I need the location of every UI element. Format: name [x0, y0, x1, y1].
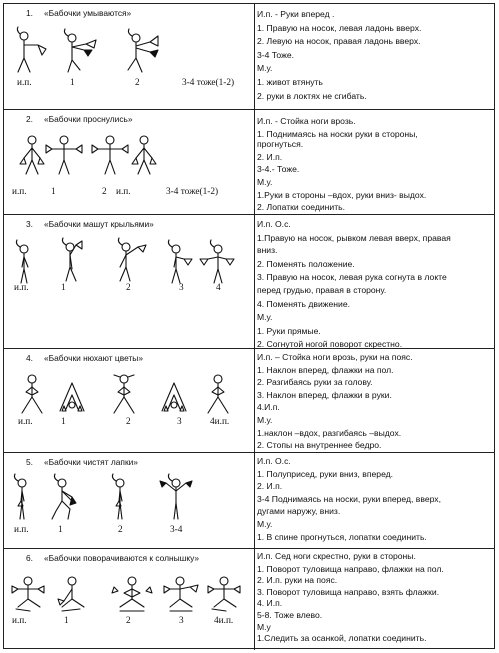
exercise-title: 1. «Бабочки умываются»	[26, 8, 132, 18]
position-label: 4	[216, 283, 221, 293]
instruction-line: М.у.	[257, 518, 273, 529]
column-divider	[254, 4, 255, 109]
instruction-line: перед грудью, правая в сторону.	[257, 284, 387, 295]
instruction-line: 2. Разгибаясь руки за голову.	[257, 377, 373, 388]
instruction-line: И.п. О.с.	[257, 219, 291, 229]
column-divider	[254, 549, 255, 650]
position-label: 1	[58, 525, 63, 535]
exercise-table	[3, 3, 495, 649]
stick-figures-illustration	[4, 4, 254, 110]
position-label: 3	[177, 417, 182, 427]
exercise-instructions	[257, 551, 493, 652]
instruction-line: прогнуться.	[257, 139, 304, 150]
instruction-line: 2. Лопатки соединить.	[257, 202, 346, 213]
instruction-line: 5-8. Тоже влево.	[257, 609, 323, 620]
position-label: 3-4	[170, 525, 183, 535]
stick-figures-illustration	[4, 215, 254, 349]
exercise-instructions	[257, 9, 493, 114]
position-label: 1	[70, 78, 75, 88]
position-label: 3-4 тоже(1-2)	[182, 78, 235, 88]
exercise-row-1	[4, 4, 494, 110]
stick-figures-illustration	[4, 110, 254, 215]
column-divider	[254, 349, 255, 452]
instruction-line: вниз.	[257, 245, 278, 256]
instruction-line: 2. И.п.	[257, 151, 283, 162]
position-label: и.п.	[12, 616, 27, 626]
position-label: и.п.	[12, 187, 27, 197]
instruction-line: 1. Правую на носок, левая ладонь вверх.	[257, 22, 422, 33]
position-label: 3	[179, 283, 184, 293]
instruction-line: 1. Наклон вперед, флажки на пол.	[257, 364, 394, 375]
instruction-line: 2. Поменять положение.	[257, 258, 355, 269]
instruction-line: дугами наружу, вниз.	[257, 506, 341, 517]
exercise-figures-cell	[4, 4, 254, 109]
exercise-title: 3. «Бабочки машут крыльями»	[26, 219, 154, 229]
column-divider	[254, 453, 255, 548]
position-label: 4и.п.	[214, 616, 234, 626]
instruction-line: И.п. - Стойка ноги врозь.	[257, 116, 356, 126]
stick-figures-illustration	[4, 349, 254, 453]
position-label: 2	[102, 187, 107, 197]
column-divider	[254, 215, 255, 348]
exercise-instructions	[257, 352, 493, 455]
position-label: 1	[61, 417, 66, 427]
exercise-row-5	[4, 453, 494, 549]
instruction-line: М.у.	[257, 414, 273, 425]
exercise-figures-cell	[4, 215, 254, 348]
exercise-row-4	[4, 349, 494, 453]
position-label: 2	[126, 417, 131, 427]
instruction-line: М.у	[257, 621, 271, 632]
instruction-line: 1. В спине прогнуться, лопатки соединить.	[257, 531, 427, 542]
instruction-line: И.п. - Руки вперед .	[257, 9, 335, 19]
exercise-instructions	[257, 116, 493, 220]
instruction-line: М.у.	[257, 63, 273, 74]
instruction-line: 1. Полуприсед, руки вниз, вперед.	[257, 468, 394, 479]
position-label: и.п.	[14, 525, 29, 535]
position-label: 1	[51, 187, 56, 197]
instruction-line: 3-4 Тоже.	[257, 49, 294, 60]
instruction-line: 3-4.- Тоже.	[257, 164, 300, 175]
instruction-line: М.у.	[257, 176, 273, 187]
exercise-instructions	[257, 219, 493, 352]
instruction-line: 3. Наклон вперед, флажки в руки.	[257, 389, 392, 400]
position-label: 3-4 тоже(1-2)	[166, 187, 219, 197]
instruction-line: И.п. Сед ноги скрестно, руки в стороны.	[257, 551, 416, 561]
exercise-title: 6. «Бабочки поворачиваются к солнышку»	[26, 553, 200, 563]
exercise-figures-cell	[4, 453, 254, 548]
instruction-line: 4. И.п.	[257, 598, 283, 609]
exercise-instructions	[257, 456, 493, 551]
position-label: 2	[126, 283, 131, 293]
position-label: и.п.	[18, 417, 33, 427]
instruction-line: 1. живот втянуть	[257, 76, 323, 87]
exercise-title: 5. «Бабочки чистят лапки»	[26, 457, 138, 467]
instruction-line: 1.Правую на носок, рывком левая вверх, правая	[257, 232, 451, 243]
instruction-line: 2. И.п.	[257, 481, 283, 492]
exercise-row-2	[4, 110, 494, 215]
position-label: 1	[61, 283, 66, 293]
instruction-line: 2. руки в локтях не сгибать.	[257, 90, 367, 101]
instruction-line: М.у.	[257, 312, 273, 323]
exercise-figures-cell	[4, 549, 254, 650]
position-label: и.п.	[17, 78, 32, 88]
exercise-figures-cell	[4, 110, 254, 214]
position-label: и.п.	[14, 283, 29, 293]
instruction-line: И.п. О.с.	[257, 456, 291, 466]
position-label: 2	[135, 78, 140, 88]
instruction-line: 2. Согнутой ногой поворот скрестно.	[257, 339, 403, 350]
exercise-row-3	[4, 215, 494, 349]
position-label: 3	[179, 616, 184, 626]
exercise-title: 2. «Бабочки проснулись»	[26, 114, 133, 124]
instruction-line: 4. Поменять движение.	[257, 298, 351, 309]
exercise-title: 4. «Бабочки нюхают цветы»	[26, 353, 143, 363]
position-label: 2	[126, 616, 131, 626]
instruction-line: 1. Поворот туловища направо, флажки на пол.	[257, 563, 444, 574]
instruction-line: 1. Поднимаясь на носки руки в стороны,	[257, 128, 418, 139]
instruction-line: 1.наклон –вдох, разгибаясь –выдох.	[257, 427, 402, 438]
position-label: и.п.	[116, 187, 131, 197]
instruction-line: 4.И.п.	[257, 402, 280, 413]
instruction-line: 3. Поворот туловища направо, взять флажки.	[257, 586, 440, 597]
instruction-line: 2. И.п. руки на пояс.	[257, 575, 338, 586]
instruction-line: 1.Руки в стороны –вдох, руки вниз- выдох.	[257, 189, 427, 200]
exercise-figures-cell	[4, 349, 254, 452]
instruction-line: И.п. – Стойка ноги врозь, руки на пояс.	[257, 352, 413, 362]
instruction-line: 1.Следить за осанкой, лопатки соединить.	[257, 633, 427, 644]
position-label: 1	[64, 616, 69, 626]
stick-figures-illustration	[4, 549, 254, 650]
stick-figures-illustration	[4, 453, 254, 549]
column-divider	[254, 110, 255, 214]
position-label: 4и.п.	[210, 417, 230, 427]
instruction-line: 2. Стопы на внутреннее бедро.	[257, 440, 382, 451]
instruction-line: 3-4 Поднимаясь на носки, руки вперед, вверх,	[257, 493, 441, 504]
exercise-row-6	[4, 549, 494, 650]
instruction-line: 1. Руки прямые.	[257, 325, 321, 336]
instruction-line: 2. Левую на носок, правая ладонь вверх.	[257, 36, 421, 47]
position-label: 2	[118, 525, 123, 535]
instruction-line: 3. Правую на носок, левая рука согнута в локте	[257, 272, 447, 283]
